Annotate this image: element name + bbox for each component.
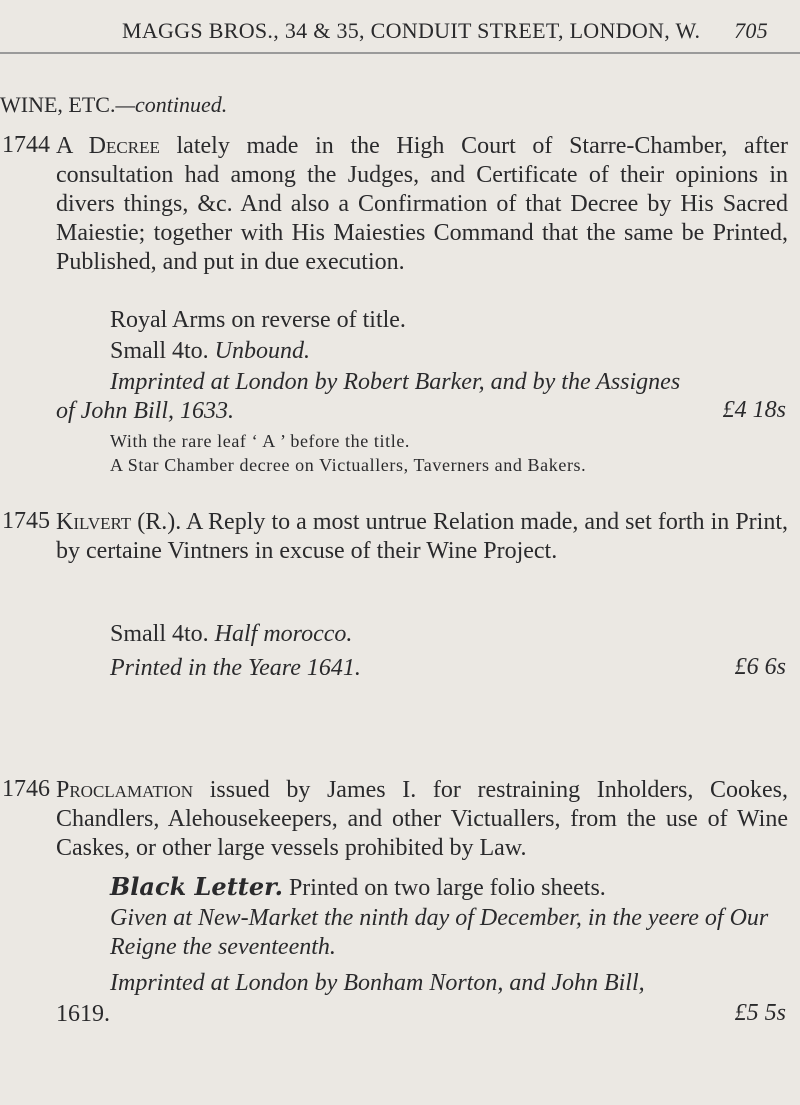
blackletter-label: Black Letter. [110, 872, 283, 901]
binding-text: Unbound. [214, 338, 311, 364]
format-text: Small 4to. [110, 621, 215, 647]
entry-description [56, 776, 788, 863]
page-header [122, 18, 768, 44]
format-text: Printed on two large folio sheets. [282, 875, 606, 901]
entry-text: (R.). A Reply to a most untrue Relation made, and set forth in Print, by certaine Vintners in excuse of their Wine Project. [56, 509, 788, 564]
section-heading [0, 92, 227, 118]
entry-text: lately made in the High Court of Starre-Chamber, after consultation had among the Judges, and Certificate of their opinions in divers things, &c. And also a Confirmation of that Decree by His Sacred Maiestie; together with His Maiesties Command that the same be Printed, Published, and put in due execution. [56, 133, 789, 275]
entry-imprint-line2: 1619. [56, 1001, 110, 1027]
entry-detail-format [110, 872, 786, 903]
entry-note-leaf: With the rare leaf ‘ A ’ before the title. [110, 431, 411, 451]
entry-imprint-line2: of John Bill, 1633. [56, 398, 234, 424]
entry-imprint-line1: Imprinted at London by Robert Barker, and by the Assignes [110, 369, 681, 395]
section-title: WINE, ETC. [0, 92, 116, 117]
header-title: MAGGS BROS., 34 & 35, CONDUIT STREET, LONDON, W. [122, 18, 701, 43]
entry-given-at [110, 904, 786, 962]
format-text: Small 4to. [110, 338, 215, 364]
binding-text: Half morocco. [214, 621, 353, 647]
entry-price: £4 18s [722, 397, 786, 423]
entry-description [56, 132, 788, 277]
page-number: 705 [734, 18, 768, 43]
section-continued: —continued. [115, 92, 228, 117]
entry-price: £5 5s [734, 1000, 786, 1026]
entry-lead: Kilvert [56, 509, 132, 535]
entry-lead: Proclamation [56, 777, 194, 803]
entry-detail-format [110, 337, 786, 366]
entry-price: £6 6s [734, 654, 786, 680]
entry-number: 1746 [2, 776, 50, 802]
entry-imprint-line1: Imprinted at London by Bonham Norton, and John Bill, [110, 970, 645, 996]
header-rule [0, 52, 800, 54]
entry-note-decree: A Star Chamber decree on Victuallers, Taverners and Bakers. [110, 455, 587, 475]
entry-number: 1745 [2, 508, 50, 534]
entry-lead: A Decree [56, 133, 160, 159]
entry-text: issued by James I. for restraining Inholders, Cookes, Chandlers, Alehousekeepers, and other Victuallers, from the use of Wine Caskes, or other large vessels prohibited by Law. [56, 777, 788, 861]
entry-detail-arms: Royal Arms on reverse of title. [110, 307, 406, 333]
entry-imprint: Printed in the Yeare 1641. [110, 655, 361, 681]
entry-description [56, 508, 788, 566]
entry-detail-format [110, 620, 786, 649]
entry-number: 1744 [2, 132, 50, 158]
given-at-text: Given at New-Market the ninth day of December, in the yeere of Our Reigne the seventeenth. [110, 905, 769, 960]
